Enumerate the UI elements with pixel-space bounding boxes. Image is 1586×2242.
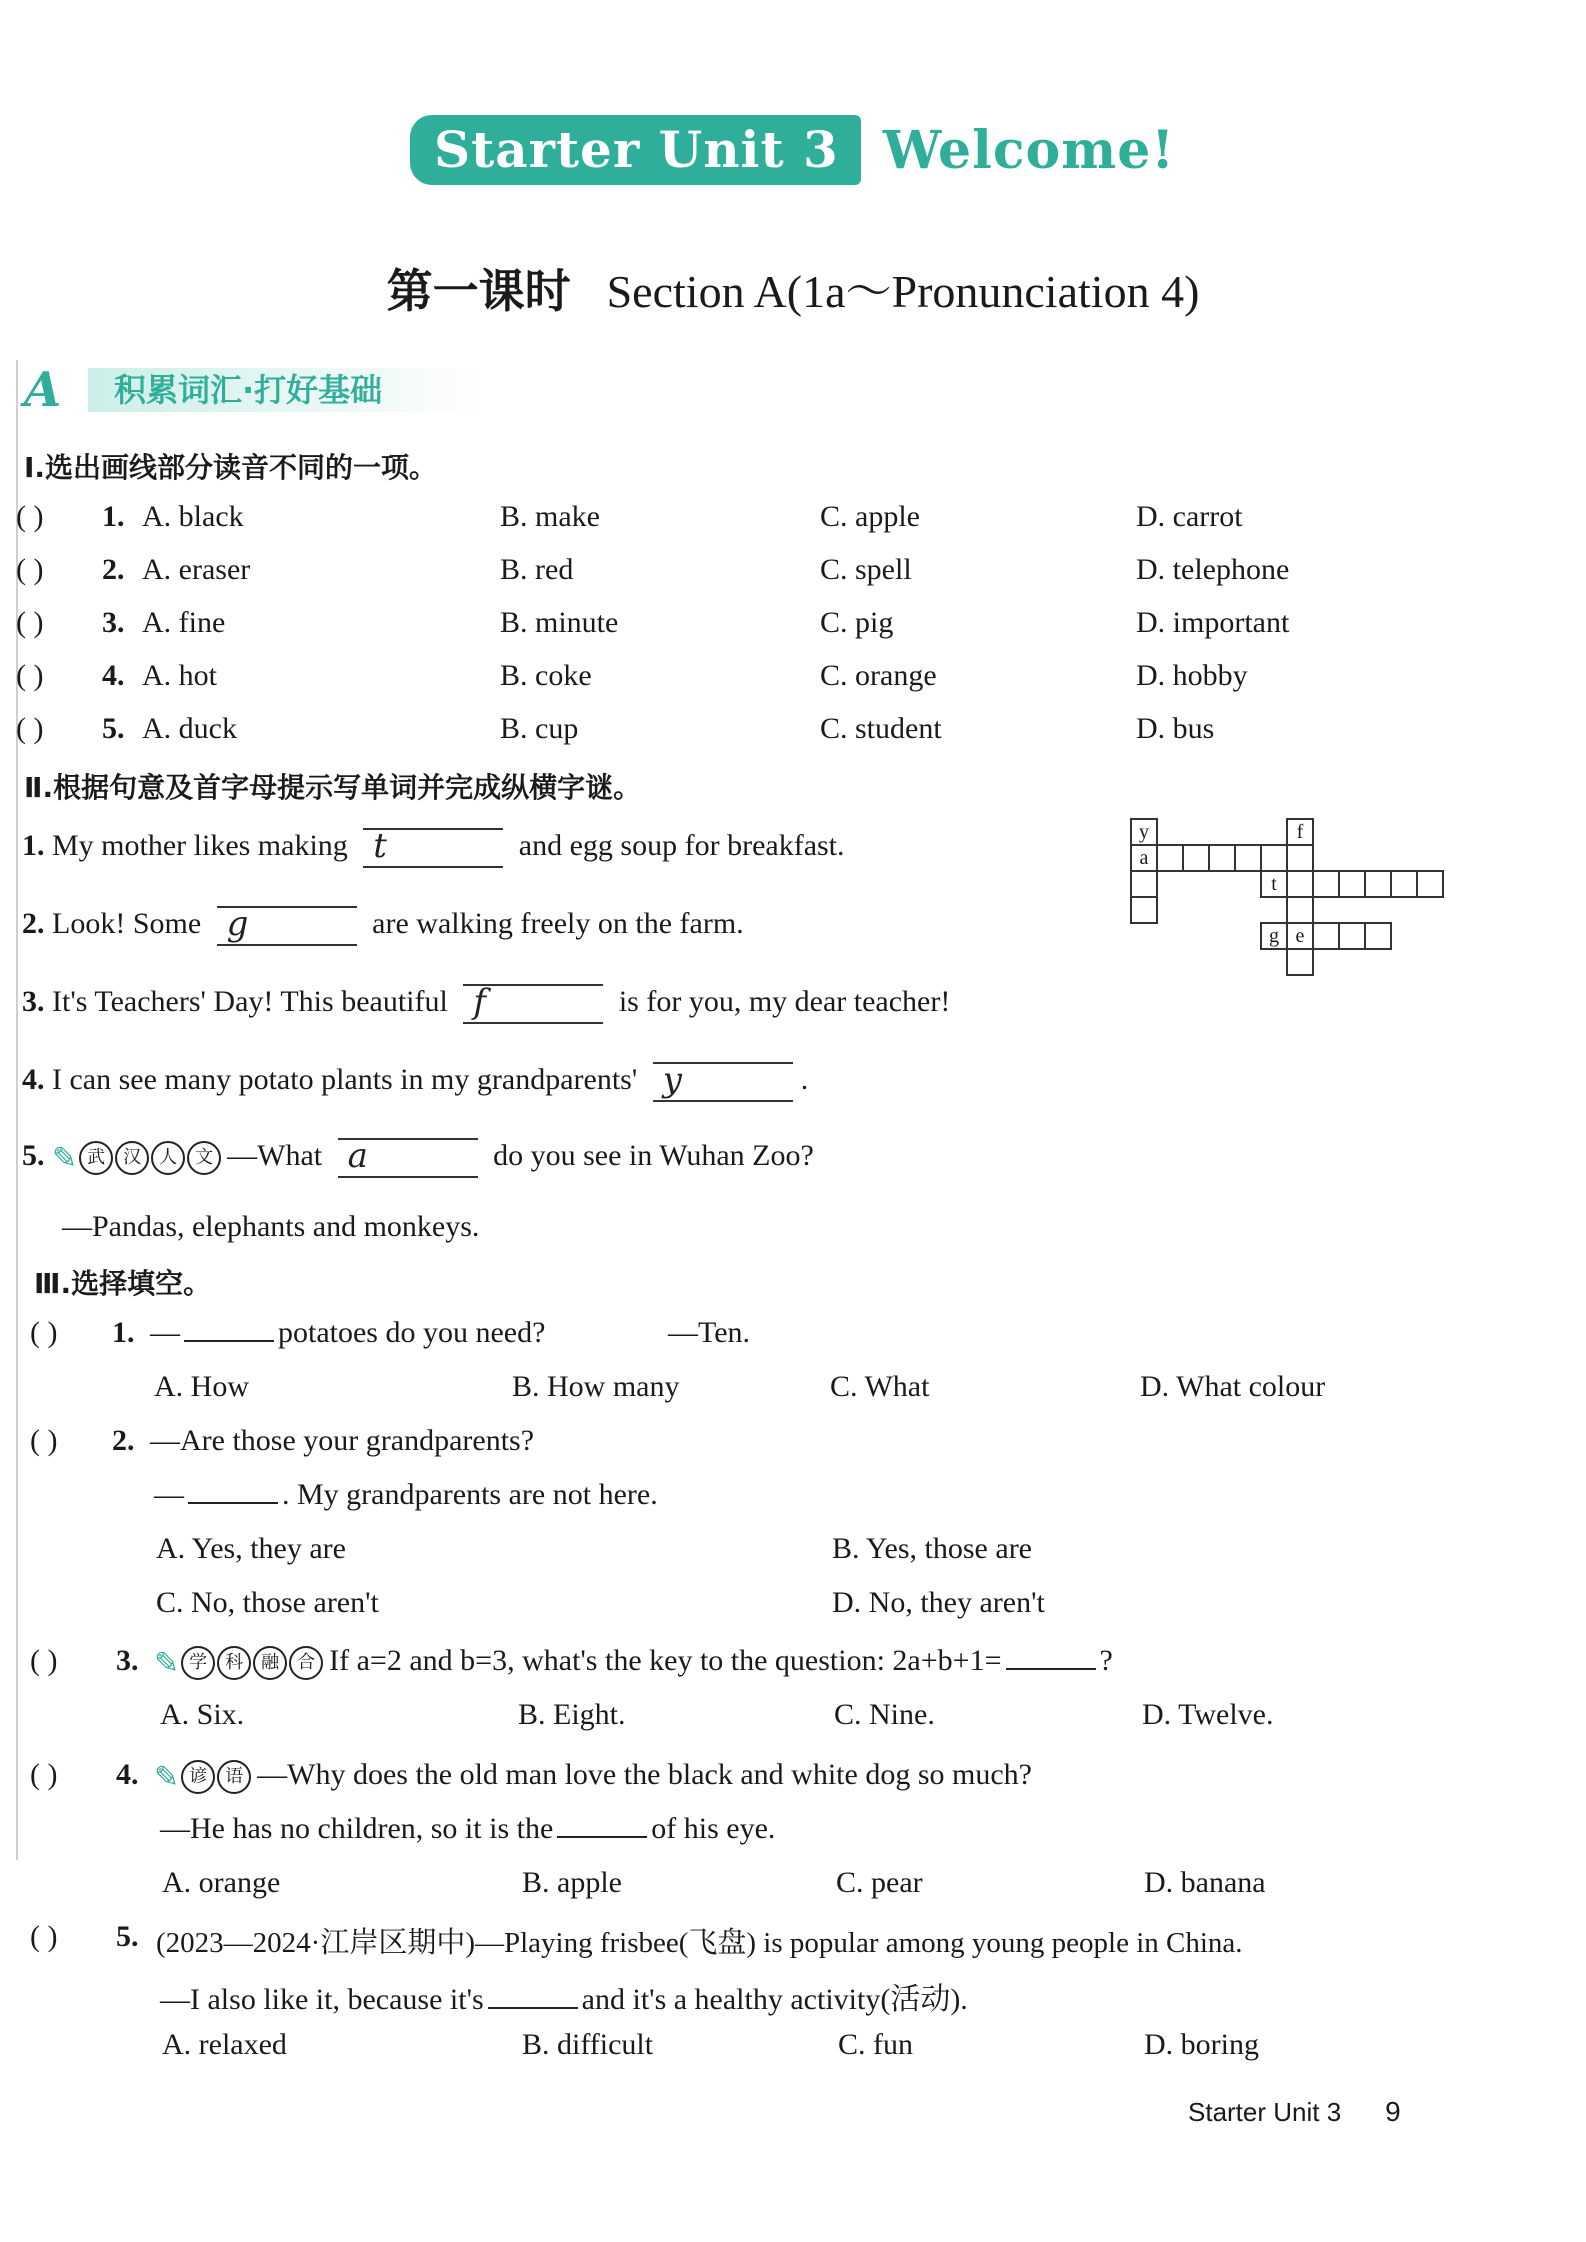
answer-blank[interactable] bbox=[463, 984, 603, 1024]
option-b: B. make bbox=[500, 500, 600, 533]
option-a: A. hot bbox=[142, 659, 217, 692]
option-b: B. difficult bbox=[522, 2028, 654, 2061]
options-row bbox=[0, 1866, 1586, 1906]
tag-char: 学 bbox=[181, 1646, 215, 1680]
crossword-cell[interactable] bbox=[1156, 844, 1184, 872]
question-number: 2. bbox=[112, 1424, 135, 1457]
answer-bracket[interactable]: ( ) bbox=[30, 1758, 58, 1791]
crossword-grid bbox=[1130, 818, 1460, 1008]
crossword-cell[interactable] bbox=[1390, 870, 1418, 898]
crossword-cell[interactable] bbox=[1364, 870, 1392, 898]
answer-blank[interactable] bbox=[363, 828, 503, 868]
tag-char: 人 bbox=[151, 1141, 185, 1175]
part2-heading: Ⅱ.根据句意及首字母提示写单词并完成纵横字谜。 bbox=[24, 771, 642, 804]
unit-title: Welcome! bbox=[882, 119, 1176, 181]
option-d: D. telephone bbox=[1136, 553, 1290, 586]
question-number: 4. bbox=[116, 1758, 139, 1791]
option-c: C. No, those aren't bbox=[156, 1586, 379, 1619]
answer-bracket[interactable]: ( ) bbox=[16, 500, 44, 533]
sentence-text: I can see many potato plants in my grandparents' bbox=[52, 1062, 638, 1096]
question-number: 3. bbox=[102, 606, 125, 639]
reply-text: . My grandparents are not here. bbox=[282, 1478, 658, 1511]
part3-question-2 bbox=[0, 1424, 1586, 1464]
answer-bracket[interactable]: ( ) bbox=[16, 659, 44, 692]
part3-question-3 bbox=[0, 1644, 1586, 1684]
page-number: 9 bbox=[1385, 2096, 1401, 2127]
unit-banner bbox=[410, 112, 1175, 188]
reply-text: —I also like it, because it's bbox=[160, 1983, 484, 2016]
reply-line bbox=[0, 1478, 1586, 1518]
question-number: 1. bbox=[102, 500, 125, 533]
part2-sentence-5 bbox=[22, 1138, 814, 1178]
option-a: A. How bbox=[154, 1370, 249, 1403]
tag-char: 语 bbox=[217, 1760, 251, 1794]
option-b: B. apple bbox=[522, 1866, 622, 1899]
answer-blank[interactable] bbox=[338, 1138, 478, 1178]
option-c: C. pear bbox=[836, 1866, 923, 1899]
option-a: A. orange bbox=[162, 1866, 281, 1899]
option-a: A. duck bbox=[142, 712, 237, 745]
initial-letter-hint: a bbox=[347, 1136, 368, 1176]
option-d: D. banana bbox=[1144, 1866, 1266, 1899]
crossword-cell[interactable] bbox=[1286, 870, 1314, 898]
section-letter: A bbox=[24, 362, 62, 418]
question-text: potatoes do you need? bbox=[278, 1316, 546, 1349]
option-c: C. apple bbox=[820, 500, 920, 533]
question-number: 1. bbox=[112, 1316, 135, 1349]
initial-letter-hint: y bbox=[662, 1060, 682, 1100]
answer-blank[interactable] bbox=[653, 1062, 793, 1102]
question-number: 3. bbox=[22, 984, 45, 1018]
unit-badge: Starter Unit 3 bbox=[410, 115, 861, 185]
initial-letter-hint: t bbox=[373, 826, 387, 866]
option-b: B. Eight. bbox=[518, 1698, 626, 1731]
question-number: 3. bbox=[116, 1644, 139, 1677]
sentence-text: and egg soup for breakfast. bbox=[518, 828, 845, 862]
option-a: A. relaxed bbox=[162, 2028, 287, 2061]
part2-sentence-1 bbox=[22, 828, 845, 868]
sentence-text: —What bbox=[227, 1138, 323, 1172]
part1-item bbox=[0, 500, 1586, 540]
section-title: 积累词汇·打好基础 bbox=[114, 371, 383, 409]
question-text: —Are those your grandparents? bbox=[150, 1424, 535, 1457]
option-c: C. pig bbox=[820, 606, 894, 639]
part3-heading: Ⅲ.选择填空。 bbox=[34, 1267, 212, 1300]
crossword-cell[interactable] bbox=[1416, 870, 1444, 898]
crossword-cell[interactable]: t bbox=[1260, 870, 1288, 898]
reply-text: of his eye. bbox=[651, 1812, 776, 1845]
crossword-cell[interactable] bbox=[1286, 896, 1314, 924]
initial-letter-hint: g bbox=[226, 904, 249, 944]
tag-char: 融 bbox=[253, 1646, 287, 1680]
tag-char: 文 bbox=[187, 1141, 221, 1175]
option-d: D. No, they aren't bbox=[832, 1586, 1045, 1619]
sentence-text: are walking freely on the farm. bbox=[372, 906, 744, 940]
footer-label: Starter Unit 3 bbox=[1188, 2097, 1342, 2127]
answer-bracket[interactable]: ( ) bbox=[30, 1644, 58, 1677]
tag-char: 武 bbox=[79, 1141, 113, 1175]
answer-bracket[interactable]: ( ) bbox=[16, 712, 44, 745]
answer-bracket[interactable]: ( ) bbox=[30, 1316, 58, 1349]
option-c: C. spell bbox=[820, 553, 912, 586]
question-number: 2. bbox=[22, 906, 45, 940]
reply-text: —Ten. bbox=[668, 1316, 751, 1349]
answer-blank[interactable] bbox=[188, 1502, 278, 1504]
part1-item bbox=[0, 712, 1586, 752]
lesson-section: Section A(1a～Pronunciation 4) bbox=[606, 266, 1200, 317]
crossword-cell[interactable] bbox=[1130, 870, 1158, 898]
part1-item bbox=[0, 659, 1586, 699]
crossword-cell[interactable] bbox=[1364, 922, 1392, 950]
question-number: 4. bbox=[22, 1062, 45, 1096]
crossword-cell[interactable] bbox=[1286, 844, 1314, 872]
answer-bracket[interactable]: ( ) bbox=[16, 553, 44, 586]
answer-blank[interactable] bbox=[488, 2007, 578, 2009]
part1-heading: Ⅰ.选出画线部分读音不同的一项。 bbox=[24, 451, 438, 484]
option-a: A. fine bbox=[142, 606, 226, 639]
crossword-cell[interactable] bbox=[1208, 844, 1236, 872]
sentence-text: do you see in Wuhan Zoo? bbox=[493, 1138, 814, 1172]
part1-item bbox=[0, 606, 1586, 646]
options-row bbox=[0, 1586, 1586, 1626]
option-b: B. minute bbox=[500, 606, 619, 639]
crossword-cell[interactable] bbox=[1286, 948, 1314, 976]
crossword-cell[interactable]: f bbox=[1286, 818, 1314, 846]
sentence-text: Look! Some bbox=[52, 906, 202, 940]
answer-bracket[interactable]: ( ) bbox=[30, 1920, 58, 1953]
pen-icon: ✎ bbox=[52, 1141, 78, 1175]
part1-item bbox=[0, 553, 1586, 593]
answer-blank[interactable] bbox=[1006, 1668, 1096, 1670]
crossword-cell[interactable] bbox=[1312, 870, 1340, 898]
question-number: 1. bbox=[22, 828, 45, 862]
tag-char: 汉 bbox=[115, 1141, 149, 1175]
option-a: A. Six. bbox=[160, 1698, 245, 1731]
question-number: 5. bbox=[102, 712, 125, 745]
option-d: D. Twelve. bbox=[1142, 1698, 1274, 1731]
crossword-cell[interactable] bbox=[1234, 844, 1262, 872]
topic-tag bbox=[154, 1646, 325, 1681]
question-number: 5. bbox=[22, 1138, 45, 1172]
options-row bbox=[0, 2028, 1586, 2068]
option-b: B. cup bbox=[500, 712, 579, 745]
sentence-text: My mother likes making bbox=[52, 828, 348, 862]
option-b: B. Yes, those are bbox=[832, 1532, 1032, 1565]
option-a: A. black bbox=[142, 500, 244, 533]
lesson-title bbox=[0, 255, 1586, 321]
option-d: D. hobby bbox=[1136, 659, 1248, 692]
part2-answer-line: —Pandas, elephants and monkeys. bbox=[62, 1210, 480, 1243]
option-a: A. eraser bbox=[142, 553, 251, 586]
question-number: 4. bbox=[102, 659, 125, 692]
part3-question-1 bbox=[0, 1316, 1586, 1356]
topic-tag bbox=[154, 1760, 253, 1795]
option-d: D. boring bbox=[1144, 2028, 1259, 2061]
question-end: ? bbox=[1099, 1644, 1113, 1677]
crossword-cell[interactable]: y bbox=[1130, 818, 1158, 846]
option-b: B. red bbox=[500, 553, 574, 586]
reply-line bbox=[0, 1974, 1586, 2014]
tag-char: 谚 bbox=[181, 1760, 215, 1794]
part2-sentence-2 bbox=[22, 906, 744, 946]
option-d: D. What colour bbox=[1140, 1370, 1326, 1403]
option-b: B. coke bbox=[500, 659, 592, 692]
pen-icon: ✎ bbox=[154, 1760, 180, 1794]
option-c: C. orange bbox=[820, 659, 937, 692]
section-banner bbox=[20, 362, 480, 418]
topic-tag bbox=[52, 1141, 223, 1176]
option-b: B. How many bbox=[512, 1370, 680, 1403]
reply-text: —He has no children, so it is the bbox=[160, 1812, 554, 1845]
options-row bbox=[0, 1370, 1586, 1410]
crossword-cell[interactable]: a bbox=[1130, 844, 1158, 872]
dash: — bbox=[154, 1478, 184, 1511]
reply-text: and it's a healthy activity(活动). bbox=[581, 1983, 968, 2016]
option-c: C. What bbox=[830, 1370, 930, 1403]
answer-bracket[interactable]: ( ) bbox=[16, 606, 44, 639]
lesson-number: 第一课时 bbox=[386, 264, 571, 318]
question-number: 5. bbox=[116, 1920, 139, 1953]
answer-blank[interactable] bbox=[217, 906, 357, 946]
question-text: —Why does the old man love the black and white dog so much? bbox=[257, 1758, 1032, 1791]
crossword-cell[interactable]: g bbox=[1260, 922, 1288, 950]
sentence-text: It's Teachers' Day! This beautiful bbox=[52, 984, 448, 1018]
question-text: If a=2 and b=3, what's the key to the question: 2a+b+1= bbox=[329, 1644, 1002, 1677]
tag-char: 科 bbox=[217, 1646, 251, 1680]
options-row bbox=[0, 1532, 1586, 1572]
option-c: C. student bbox=[820, 712, 942, 745]
option-a: A. Yes, they are bbox=[156, 1532, 346, 1565]
answer-bracket[interactable]: ( ) bbox=[30, 1424, 58, 1457]
part2-sentence-3 bbox=[22, 984, 950, 1024]
pen-icon: ✎ bbox=[154, 1646, 180, 1680]
question-number: 2. bbox=[102, 553, 125, 586]
option-c: C. Nine. bbox=[834, 1698, 935, 1731]
answer-blank[interactable] bbox=[557, 1836, 647, 1838]
option-d: D. bus bbox=[1136, 712, 1215, 745]
crossword-cell[interactable] bbox=[1312, 922, 1340, 950]
option-c: C. fun bbox=[838, 2028, 913, 2061]
question-text: (2023—2024·江岸区期中)—Playing frisbee(飞盘) is popular among young people in China. bbox=[156, 1927, 1243, 1959]
part2-sentence-4 bbox=[22, 1062, 808, 1102]
page-footer bbox=[1188, 2096, 1401, 2128]
sentence-text: is for you, my dear teacher! bbox=[618, 984, 951, 1018]
part3-question-4 bbox=[0, 1758, 1586, 1798]
crossword-cell[interactable] bbox=[1260, 844, 1288, 872]
option-d: D. carrot bbox=[1136, 500, 1243, 533]
crossword-cell[interactable] bbox=[1338, 922, 1366, 950]
option-d: D. important bbox=[1136, 606, 1290, 639]
crossword-cell[interactable] bbox=[1182, 844, 1210, 872]
tag-char: 合 bbox=[289, 1646, 323, 1680]
sentence-text: . bbox=[800, 1062, 809, 1096]
crossword-cell[interactable]: e bbox=[1286, 922, 1314, 950]
initial-letter-hint: f bbox=[473, 982, 486, 1022]
crossword-cell[interactable] bbox=[1130, 896, 1158, 924]
answer-blank[interactable] bbox=[184, 1340, 274, 1342]
crossword-cell[interactable] bbox=[1338, 870, 1366, 898]
reply-line bbox=[0, 1812, 1586, 1852]
options-row bbox=[0, 1698, 1586, 1738]
dash: — bbox=[150, 1316, 180, 1349]
part3-question-5 bbox=[0, 1920, 1586, 1960]
